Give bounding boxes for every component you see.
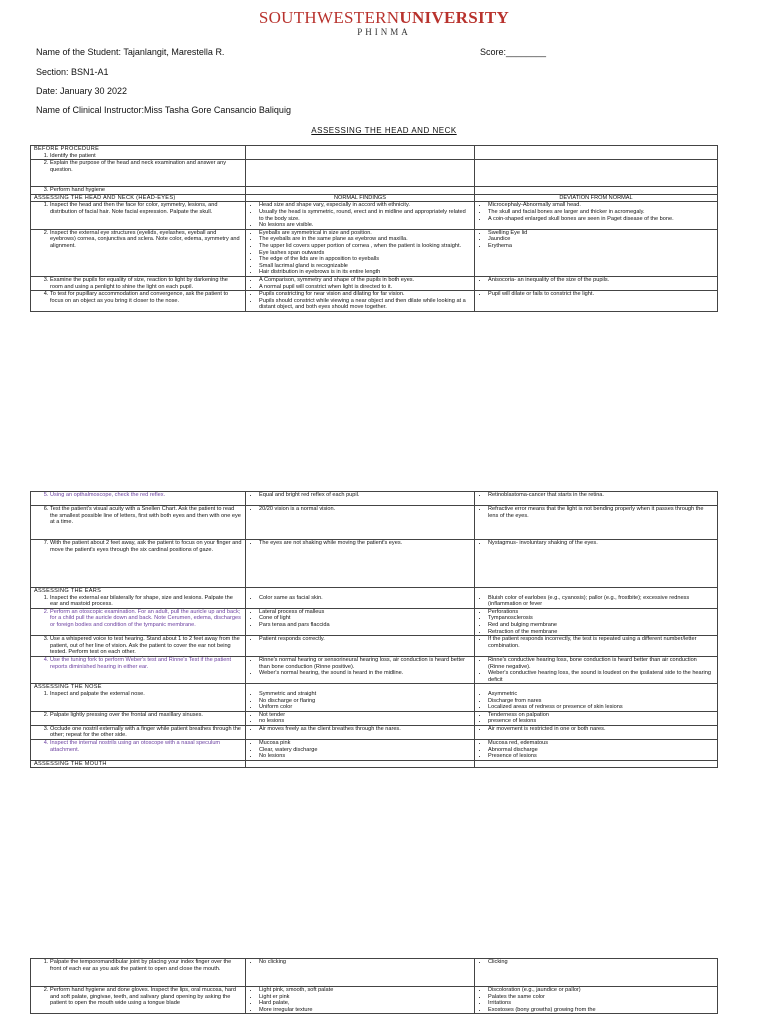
normal-finding: • 20/20 vision is a normal vision. <box>259 506 471 513</box>
table-row <box>31 987 718 1014</box>
procedure-step: 2. Perform an otoscopic examination. For an adult, pull the auricle up and back; for a child pull the auricle down and back. Note Cerumen, edema, discharges or foreign bodies and condition of the tympanic membrane. <box>50 609 242 629</box>
procedure-step: 1. Palpate the temporomandibular joint by placing your index finger over the front of each ear as you ask the patient to open and close the mouth. <box>50 959 242 972</box>
normal-finding: • Equal and bright red reflex of each pupil. <box>259 492 471 499</box>
normal-finding: • Clear, watery discharge <box>259 747 471 754</box>
deviation-finding: • Irritations <box>488 1000 714 1007</box>
deviation-finding: • Tympanosclerosis <box>488 615 714 622</box>
table-row <box>31 684 718 711</box>
deviation-finding: • presence of lesions <box>488 718 714 725</box>
deviation-finding: • A coin-shaped enlarged skull bones are seen in Paget disease of the bone. <box>488 216 714 223</box>
table-row <box>31 959 718 987</box>
deviation-finding: • Jaundice <box>488 236 714 243</box>
procedure-step: 2. Perform hand hygiene and done gloves. Inspect the lips, oral mucosa, hard and soft palate, gingivae, teeth, and salivary gland opening by asking the patient to open the mouth wide using a tongue blade <box>50 987 242 1007</box>
deviation-finding: • Bluish color of earlobes (e.g., cyanosis); pallor (e.g., frostbite); excessive redness (inflammation or fever <box>488 595 714 608</box>
deviation-finding: • Localized areas of redness or presence of skin lesions <box>488 704 714 711</box>
normal-finding: • Patient responds correctly. <box>259 636 471 643</box>
table-row <box>31 506 718 540</box>
table-header-row <box>31 194 718 202</box>
normal-finding: • Eyeballs are symmetrical in size and position. <box>259 230 471 237</box>
normal-finding: • Pars tensa and pars flaccida <box>259 622 471 629</box>
deviation-finding: • Weber's conductive hearing loss, the sound is loudest on the ipsilateral side to the hearing deficit <box>488 670 714 683</box>
table-row <box>31 540 718 588</box>
deviation-finding: • Retraction of the membrane <box>488 629 714 636</box>
normal-finding: • Rinne's normal hearing or sensorineural hearing loss, air conduction is heard better than bone conduction (Rinne positive). <box>259 657 471 670</box>
normal-finding: • Eye lashes span outwards <box>259 250 471 257</box>
deviation-finding: • Air movement is restricted in one or both nares. <box>488 726 714 733</box>
deviation-finding: • Rinne's conductive hearing loss, bone conduction is heard better than air conduction (Rinne negative). <box>488 657 714 670</box>
table-row <box>31 588 718 609</box>
section-heading: ASSESSING THE MOUTH <box>31 760 246 768</box>
normal-finding: • Cone of light <box>259 615 471 622</box>
table-row <box>31 760 718 768</box>
assessment-table-3 <box>30 958 718 1014</box>
procedure-step: 5. Using an opthalmoscope, check the red reflex. <box>50 492 242 499</box>
deviation-finding: • Presence of lesions <box>488 753 714 760</box>
deviation-finding: • Tenderness on palpation <box>488 712 714 719</box>
deviation-finding: • Discharge from nares <box>488 698 714 705</box>
normal-finding: • Color same as facial skin. <box>259 595 471 602</box>
instructor-line: Name of Clinical Instructor:Miss Tasha Gore Cansancio Baliquig <box>36 105 291 115</box>
normal-finding: • The edge of the lids are in apposition to eyeballs <box>259 256 471 263</box>
normal-finding: • Lateral process of malleus <box>259 609 471 616</box>
student-name: Name of the Student: Tajanlangit, Marestella R. <box>36 47 225 57</box>
table-row <box>31 740 718 761</box>
procedure-step: 1. Inspect the head and then the face for color, symmetry, lesions, and distribution of facial hair. Note facial expression. Palpate the skull. <box>50 202 242 215</box>
procedure-step: 4. To test for pupillary accommodation and convergence, ask the patient to focus on an object as you bring it closer to the nose. <box>50 291 242 304</box>
logo-wordmark: SOUTHWESTERNUNIVERSITY <box>258 8 510 27</box>
normal-finding: • Air moves freely as the client breathes through the nares. <box>259 726 471 733</box>
section-heading: BEFORE PROCEDURE <box>34 146 100 152</box>
normal-finding: • Light pink, smooth, soft palate <box>259 987 471 994</box>
deviation-finding: • Palates the same color <box>488 994 714 1001</box>
normal-finding: • More irregular texture <box>259 1007 471 1014</box>
table-row <box>31 725 718 739</box>
deviation-finding: • Refractive error means that the light is not bending properly when it passes through the lens of the eyes. <box>488 506 714 519</box>
column-header-normal: NORMAL FINDINGS <box>246 194 475 202</box>
document-title: ASSESSING THE HEAD AND NECK <box>311 126 457 135</box>
table-row <box>31 187 718 195</box>
deviation-finding: • Swelling Eye lid <box>488 230 714 237</box>
university-logo <box>0 8 768 37</box>
deviation-finding: • Discoloration (e.g., jaundice or pallor) <box>488 987 714 994</box>
table-row <box>31 160 718 187</box>
column-header-deviation: DEVIATION FROM NORMAL <box>475 194 718 202</box>
procedure-step: 2. Palpate lightly pressing over the frontal and maxillary sinuses. <box>50 712 242 719</box>
section-line: Section: BSN1-A1 <box>36 67 109 77</box>
normal-finding: • Light er pink <box>259 994 471 1001</box>
procedure-step: 3. Occlude one nostril externally with a finger while patient breathes through the other; repeat for the other side. <box>50 726 242 739</box>
normal-finding: • No lesions are visible. <box>259 222 471 229</box>
deviation-finding: • Erythema <box>488 243 714 250</box>
normal-finding: • Mucosa pink <box>259 740 471 747</box>
logo-subtitle: PHINMA <box>357 27 411 37</box>
deviation-finding: • Abnormal discharge <box>488 747 714 754</box>
deviation-finding: • The skull and facial bones are larger and thicker in acromegaly. <box>488 209 714 216</box>
deviation-finding: • Red and bulging membrane <box>488 622 714 629</box>
deviation-finding: • Microcephaly-Abnormally small head. <box>488 202 714 209</box>
normal-finding: • Weber's normal hearing, the sound is heard in the midline. <box>259 670 471 677</box>
normal-finding: • Uniform color <box>259 704 471 711</box>
procedure-step: 1. Inspect the external ear bilaterally for shape, size and lesions. Palpate the ear and mastoid process. <box>50 595 242 608</box>
section-heading: ASSESSING THE HEAD AND NECK (HEAD-EYES) <box>31 194 246 202</box>
date-line: Date: January 30 2022 <box>36 86 128 96</box>
deviation-finding: • Exostoses (bony growths) growing from the <box>488 1007 714 1014</box>
normal-finding: • Hair distribution in eyebrows is in its entire length <box>259 269 471 276</box>
procedure-step: 2. Explain the purpose of the head and neck examination and answer any question. <box>50 160 242 173</box>
normal-finding: • The eyeballs are in the same plane as eyebrow and maxilla. <box>259 236 471 243</box>
table-row <box>31 656 718 683</box>
normal-finding: • Head size and shape vary, especially in accord with ethnicity. <box>259 202 471 209</box>
deviation-finding: • Clicking <box>488 959 714 966</box>
deviation-finding: • Pupil will dilate or fails to constrict the light. <box>488 291 714 298</box>
table-row <box>31 276 718 290</box>
normal-finding: • A normal pupil will constrict when light is directed to it. <box>259 284 471 291</box>
table-row <box>31 608 718 635</box>
table-row <box>31 636 718 657</box>
normal-finding: • Small lacrimal gland is recognizable <box>259 263 471 270</box>
section-heading: ASSESSING THE NOSE <box>34 684 102 691</box>
table-row <box>31 492 718 506</box>
deviation-finding: • Mucosa red, edematous <box>488 740 714 747</box>
normal-finding: • A Comparison, symmetry and shape of the pupils in both eyes. <box>259 277 471 284</box>
procedure-step: 1. Identify the patient <box>50 153 242 160</box>
deviation-finding: • Nystagmus- involuntary shaking of the eyes. <box>488 540 714 547</box>
procedure-step: 1. Inspect and palpate the external nose. <box>50 691 242 698</box>
deviation-finding: • If the patient responds incorrectly, the test is repeated using a different number/letter combination. <box>488 636 714 649</box>
normal-finding: • Not tender <box>259 712 471 719</box>
procedure-step: 3. Examine the pupils for equality of size, reaction to light by darkening the room and using a penlight to shine the light on each pupil. <box>50 277 242 290</box>
table-row <box>31 229 718 276</box>
table-row <box>31 202 718 229</box>
assessment-table-2 <box>30 491 718 768</box>
table-row <box>31 291 718 312</box>
procedure-step: 2. Inspect the external eye structures (eyelids, eyelashes, eyeball and eyebrows) cornea, conjunctiva and sclera. Note color, edema, symmetry and alignment. <box>50 230 242 250</box>
normal-finding: • Pupils constricting for near vision and dilating for far vision. <box>259 291 471 298</box>
table-row <box>31 711 718 725</box>
table-row <box>31 146 718 160</box>
normal-finding: • Usually the head is symmetric, round, erect and in midline and appropriately related to the body size. <box>259 209 471 222</box>
procedure-step: 4. Inspect the internal nostrils using an otoscope with a nasal speculum attachment. <box>50 740 242 753</box>
deviation-finding: • Perforations <box>488 609 714 616</box>
normal-finding: • No clicking <box>259 959 471 966</box>
normal-finding: • No lesions <box>259 753 471 760</box>
procedure-step: 3. Use a whispered voice to test hearing. Stand about 1 to 2 feet away from the patient, out of her line of vision. Ask the patient to cover the ear not being tested. Perform test on each other. <box>50 636 242 656</box>
procedure-step: 6. Test the patient's visual acuity with a Snellen Chart. Ask the patient to read the smallest possible line of letters, first with both eyes and then with one eye at a time. <box>50 506 242 526</box>
section-heading: ASSESSING THE EARS <box>34 588 102 594</box>
normal-finding: • The eyes are not shaking while moving the patient's eyes. <box>259 540 471 547</box>
procedure-step: 4. Use the tuning fork to perform Weber's test and Rinne's Test if the patient reports diminished hearing in either ear. <box>50 657 242 670</box>
normal-finding: • no lesions <box>259 718 471 725</box>
normal-finding: • Hard palate, <box>259 1000 471 1007</box>
normal-finding: • Symmetric and straight <box>259 691 471 698</box>
procedure-step: 3. Perform hand hygiene <box>50 187 242 194</box>
score-field: Score:________ <box>480 47 547 57</box>
deviation-finding: • Anisocoria- an inequality of the size of the pupils. <box>488 277 714 284</box>
normal-finding: • Pupils should constrict while viewing a near object and then dilate while looking at a distant object, and both eyes should move together. <box>259 298 471 311</box>
deviation-finding: • Retinoblastoma-cancer that starts in the retina. <box>488 492 714 499</box>
assessment-table-1 <box>30 145 718 312</box>
normal-finding: • The upper lid covers upper portion of cornea , when the patient is looking straight. <box>259 243 471 250</box>
deviation-finding: • Asymmetric <box>488 691 714 698</box>
normal-finding: • No discharge or flaring <box>259 698 471 705</box>
procedure-step: 7. With the patient about 2 feet away, ask the patient to focus on your finger and move the patient's eyes through the six cardinal positions of gaze. <box>50 540 242 553</box>
